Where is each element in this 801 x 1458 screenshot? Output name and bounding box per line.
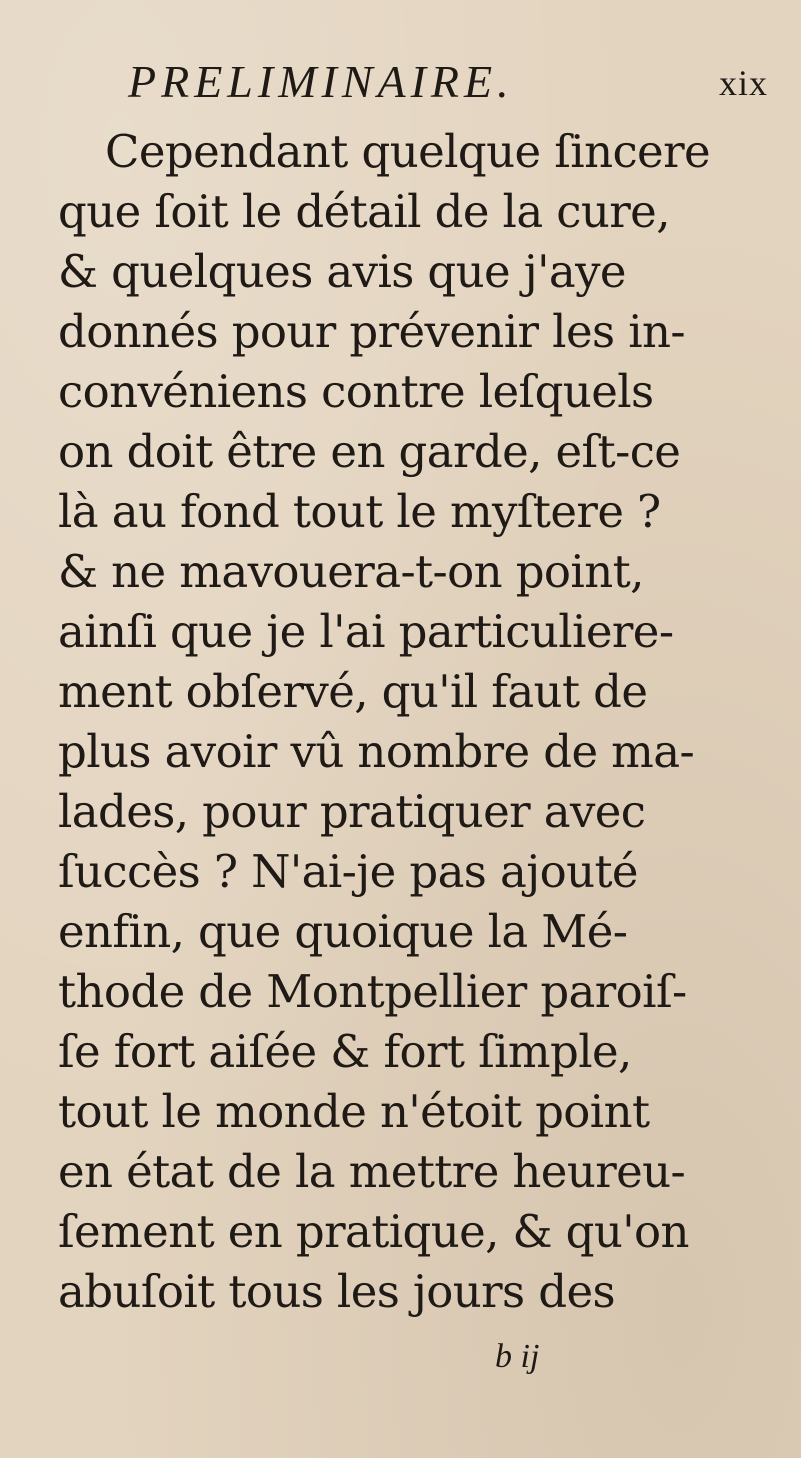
text-line: on doit être en garde, eſt-ce [58, 425, 681, 478]
text-line: en état de la mettre heureu- [58, 1145, 686, 1198]
text-line: que ſoit le détail de la cure, [58, 185, 670, 238]
text-line: ainſi que je l'ai particuliere- [58, 605, 674, 658]
text-line: ſement en pratique, & qu'on [58, 1205, 689, 1258]
text-line: ment obſervé, qu'il faut de [58, 665, 648, 718]
signature-mark: b ij [495, 1338, 540, 1375]
text-line: ſuccès ? N'ai-je pas ajouté [58, 845, 638, 898]
text-line: thode de Montpellier paroiſ- [58, 965, 687, 1018]
text-line: plus avoir vû nombre de ma- [58, 725, 695, 778]
running-head: PRELIMINAIRE. [128, 56, 514, 107]
text-line: donnés pour prévenir les in- [58, 305, 685, 358]
text-line: tout le monde n'étoit point [58, 1085, 650, 1138]
text-line: Cependant quelque ſincere [105, 125, 711, 178]
text-line: abuſoit tous les jours des [58, 1265, 615, 1318]
text-line: lades, pour pratiquer avec [58, 785, 646, 838]
text-line: & ne mavouera-t-on point, [58, 545, 644, 598]
text-line: & quelques avis que j'aye [58, 245, 626, 298]
text-line: là au fond tout le myſtere ? [58, 485, 661, 538]
text-line: enfin, que quoique la Mé- [58, 905, 628, 958]
text-line: convéniens contre leſquels [58, 365, 654, 418]
text-line: ſe fort aiſée & fort ſimple, [58, 1025, 632, 1078]
page-number: xix [718, 63, 768, 103]
